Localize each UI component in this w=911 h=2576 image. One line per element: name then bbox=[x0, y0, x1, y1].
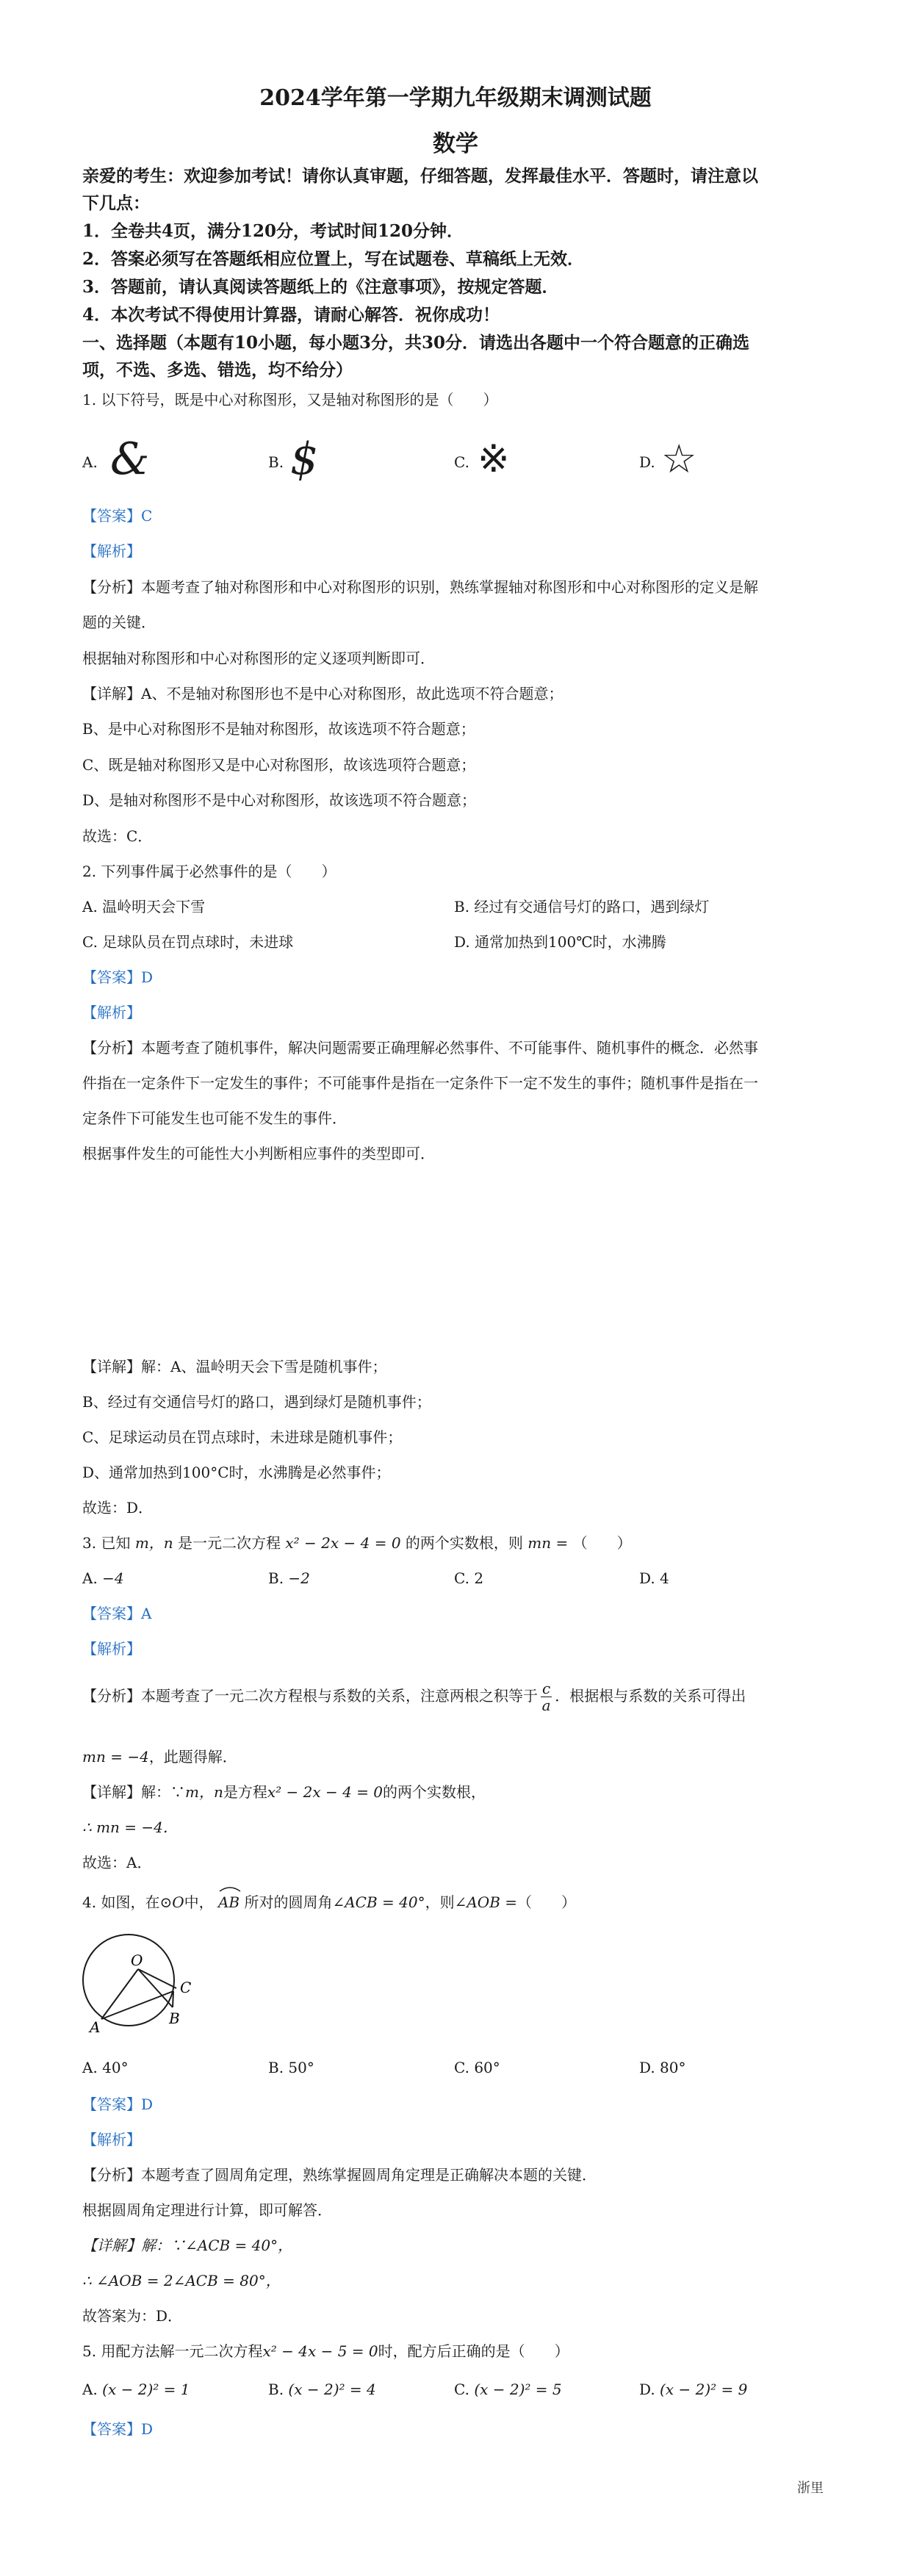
section-heading-cont: 项，不选、多选、错选，均不给分） bbox=[82, 360, 353, 380]
q1-option-b-label: B. bbox=[268, 453, 284, 471]
option-label: C. bbox=[454, 1569, 469, 1587]
q3-stem bbox=[82, 1533, 632, 1553]
q4-stem-mid: 中， bbox=[184, 1893, 214, 1911]
q5-stem-post: 时，配方后正确的是（ ） bbox=[378, 2342, 569, 2360]
option-value: −2 bbox=[288, 1569, 310, 1587]
option-label: A. bbox=[82, 2059, 98, 2076]
q3-stem-pre: 3. 已知 bbox=[82, 1534, 131, 1552]
option-value: (x − 2)² = 5 bbox=[474, 2381, 562, 2398]
q3-detail-equation: x² − 2x − 4 = 0 bbox=[267, 1783, 384, 1801]
option-value: 4 bbox=[660, 1569, 669, 1587]
footer-watermark: 浙里 bbox=[797, 2480, 824, 2496]
q3-product: mn = bbox=[527, 1534, 569, 1552]
q3-analysis-pre: 【分析】本题考查了一元二次方程根与系数的关系，注意两根之积等于 bbox=[82, 1687, 538, 1705]
q1-option-c-label: C. bbox=[454, 453, 469, 471]
q3-detail-line: ∴ mn = −4． bbox=[82, 1818, 178, 1836]
reference-mark-symbol: ※ bbox=[478, 437, 510, 481]
q3-equation: x² − 2x − 4 = 0 bbox=[285, 1534, 401, 1552]
label-b: B bbox=[169, 2010, 180, 2027]
q1-analysis-cont: 题的关键． bbox=[82, 614, 156, 631]
instructions-intro: 亲爱的考生：欢迎参加考试！请你认真审题，仔细答题，发挥最佳水平．答题时，请注意以 bbox=[82, 166, 758, 186]
q5-option-c bbox=[454, 2379, 562, 2400]
q3-detail-mid: 是方程 bbox=[223, 1783, 267, 1801]
q5-answer: 【答案】D bbox=[82, 2420, 154, 2438]
option-value: (x − 2)² = 4 bbox=[288, 2381, 376, 2398]
q1-detail-line: D、是轴对称图形不是中心对称图形，故该选项不符合题意； bbox=[82, 791, 477, 809]
q2-detail-line: D、通常加热到100°C时，水沸腾是必然事件； bbox=[82, 1464, 391, 1481]
q4-stem-post: 所对的圆周角 bbox=[244, 1893, 333, 1911]
instruction-item: 1．全卷共4页，满分120分，考试时间120分钟． bbox=[82, 221, 464, 241]
q5-option-d bbox=[639, 2379, 747, 2400]
q3-analysis-post: ．根据根与系数的关系可得出 bbox=[555, 1687, 746, 1705]
q3-option-b bbox=[268, 1568, 310, 1589]
ampersand-symbol: & bbox=[110, 433, 150, 485]
q4-option-c bbox=[454, 2057, 500, 2078]
option-label: A. bbox=[82, 1569, 98, 1587]
option-label: D. bbox=[639, 1569, 655, 1587]
arc-label: AB bbox=[217, 1893, 240, 1911]
q2-detail-line: 故选：D． bbox=[82, 1499, 154, 1517]
q4-detail-line: 【详解】解：∵∠ACB = 40°， bbox=[82, 2237, 293, 2254]
q2-analysis: 【分析】本题考查了随机事件，解决问题需要正确理解必然事件、不可能事件、随机事件的概念．必然事 bbox=[82, 1039, 758, 1057]
star-symbol: ☆ bbox=[661, 436, 697, 482]
q5-option-a bbox=[82, 2379, 190, 2400]
q1-detail-line: 【详解】A、不是轴对称图形也不是中心对称图形，故此选项不符合题意； bbox=[82, 685, 563, 702]
q4-stem-pre: 4. 如图，在⊙ bbox=[82, 1893, 173, 1911]
q4-analysis-method: 根据圆周角定理进行计算，即可解答． bbox=[82, 2201, 332, 2219]
q4-stem bbox=[82, 1888, 576, 1913]
q2-answer: 【答案】D bbox=[82, 968, 154, 986]
q2-analysis-method: 根据事件发生的可能性大小判断相应事件的类型即可． bbox=[82, 1145, 435, 1162]
q1-option-a-label: A. bbox=[82, 453, 98, 471]
instruction-item: 3．答题前，请认真阅读答题纸上的《注意事项》，按规定答题． bbox=[82, 277, 559, 297]
q3-option-c bbox=[454, 1568, 483, 1589]
q4-jiexi: 【解析】 bbox=[82, 2131, 141, 2148]
circle-figure bbox=[73, 1925, 235, 2043]
q3-detail-line: 故选：A． bbox=[82, 1854, 152, 1871]
q3-answer: 【答案】A bbox=[82, 1605, 152, 1622]
q2-option: A. 温岭明天会下雪 bbox=[82, 898, 206, 915]
q5-stem-pre: 5. 用配方法解一元二次方程 bbox=[82, 2342, 263, 2360]
q5-stem bbox=[82, 2341, 569, 2361]
option-value: 60° bbox=[474, 2059, 500, 2076]
q3-option-d bbox=[639, 1568, 669, 1589]
option-label: D. bbox=[639, 2381, 655, 2398]
q2-analysis-cont: 定条件下可能发生也可能不发生的事件． bbox=[82, 1109, 347, 1127]
option-value: 80° bbox=[660, 2059, 686, 2076]
q4-analysis: 【分析】本题考查了圆周角定理，熟练掌握圆周角定理是正确解决本题的关键． bbox=[82, 2166, 597, 2184]
q3-roots: m，n bbox=[134, 1534, 173, 1552]
section-heading: 一、选择题（本题有10小题，每小题3分，共30分．请选出各题中一个符合题意的正确选 bbox=[82, 333, 750, 353]
q3-jiexi: 【解析】 bbox=[82, 1640, 141, 1658]
q4-stem-post2: ，则 bbox=[425, 1893, 455, 1911]
option-label: B. bbox=[268, 1569, 284, 1587]
label-a: A bbox=[90, 2018, 101, 2036]
fraction-denominator: a bbox=[541, 1697, 551, 1714]
option-value: (x − 2)² = 9 bbox=[660, 2381, 748, 2398]
q3-detail-pre: 【详解】解：∵ bbox=[82, 1783, 185, 1801]
q2-option: B. 经过有交通信号灯的路口，遇到绿灯 bbox=[454, 898, 710, 915]
page-title: 2024学年第一学期九年级期末调测试题 bbox=[259, 85, 652, 111]
q4-option-b bbox=[268, 2057, 314, 2078]
q4-answer: 【答案】D bbox=[82, 2095, 154, 2113]
q3-stem-end: （ ） bbox=[572, 1534, 632, 1552]
option-value: 50° bbox=[288, 2059, 314, 2076]
q3-stem-mid: 是一元二次方程 bbox=[178, 1534, 281, 1552]
q2-analysis-cont: 件指在一定条件下一定发生的事件；不可能事件是指在一定条件下一定不发生的事件；随机事件是指在一 bbox=[82, 1074, 758, 1092]
q1-analysis-method: 根据轴对称图形和中心对称图形的定义逐项判断即可． bbox=[82, 650, 435, 667]
arc-ab bbox=[218, 1888, 240, 1913]
q1-detail-line: C、既是轴对称图形又是中心对称图形，故该选项符合题意； bbox=[82, 756, 476, 774]
segment-ob2 bbox=[138, 1969, 173, 2007]
q1-stem: 1. 以下符号，既是中心对称图形，又是轴对称图形的是（ ） bbox=[82, 391, 498, 409]
q5-equation: x² − 4x − 5 = 0 bbox=[262, 2342, 378, 2360]
q3-analysis-cont bbox=[82, 1746, 237, 1767]
q2-detail-line: B、经过有交通信号灯的路口，遇到绿灯是随机事件； bbox=[82, 1393, 431, 1411]
option-label: A. bbox=[82, 2381, 98, 2398]
option-label: C. bbox=[454, 2381, 469, 2398]
instruction-item: 2．答案必须写在答题纸相应位置上，写在试题卷、草稿纸上无效． bbox=[82, 249, 585, 269]
q4-angle: ∠ACB = 40° bbox=[332, 1893, 425, 1911]
q3-option-a bbox=[82, 1568, 124, 1589]
q4-option-d bbox=[639, 2057, 686, 2078]
q2-detail-line: C、足球运动员在罚点球时，未进球是随机事件； bbox=[82, 1428, 403, 1446]
q1-answer: 【答案】C bbox=[82, 507, 153, 525]
q4-option-a bbox=[82, 2057, 129, 2078]
q1-option-d-label: D. bbox=[639, 453, 655, 471]
c-over-a-fraction bbox=[541, 1680, 552, 1713]
q5-option-b bbox=[268, 2379, 376, 2400]
q4-ask: ∠AOB = bbox=[454, 1893, 518, 1911]
option-label: B. bbox=[268, 2059, 284, 2076]
option-value: −4 bbox=[102, 1569, 124, 1587]
option-label: B. bbox=[268, 2381, 284, 2398]
q1-detail-line: B、是中心对称图形不是轴对称图形，故该选项不符合题意； bbox=[82, 720, 475, 738]
q4-detail-line: 故答案为：D． bbox=[82, 2307, 183, 2325]
instruction-item: 4．本次考试不得使用计算器，请耐心解答．祝你成功！ bbox=[82, 305, 500, 325]
option-label: D. bbox=[639, 2059, 655, 2076]
label-o: O bbox=[131, 1951, 143, 1969]
q2-jiexi: 【解析】 bbox=[82, 1004, 141, 1021]
q1-jiexi: 【解析】 bbox=[82, 542, 141, 560]
q1-analysis: 【分析】本题考查了轴对称图形和中心对称图形的识别，熟练掌握轴对称图形和中心对称图形的定义是解 bbox=[82, 578, 758, 596]
q3-analysis-end: ，此题得解． bbox=[148, 1748, 237, 1766]
subject-title: 数学 bbox=[433, 131, 478, 157]
q3-detail-line bbox=[82, 1782, 486, 1802]
option-value: 40° bbox=[102, 2059, 129, 2076]
q2-option: C. 足球队员在罚点球时，未进球 bbox=[82, 933, 294, 951]
arc-icon bbox=[218, 1885, 242, 1892]
option-value: 2 bbox=[474, 1569, 484, 1587]
q4-circle-label: O bbox=[172, 1893, 184, 1911]
q3-detail-post: 的两个实数根， bbox=[383, 1783, 486, 1801]
instructions-intro-cont: 下几点： bbox=[82, 193, 150, 213]
label-c: C bbox=[180, 1979, 192, 1996]
q3-stem-post: 的两个实数根，则 bbox=[405, 1534, 523, 1552]
q3-result-expr: mn = −4 bbox=[82, 1748, 149, 1766]
q4-detail-line: ∴ ∠AOB = 2∠ACB = 80°， bbox=[82, 2272, 281, 2289]
option-label: C. bbox=[454, 2059, 469, 2076]
fraction-numerator: c bbox=[542, 1680, 551, 1697]
q3-detail-roots: m，n bbox=[185, 1783, 223, 1801]
dollar-symbol: $ bbox=[290, 433, 319, 485]
option-value: (x − 2)² = 1 bbox=[102, 2381, 190, 2398]
segment-ob bbox=[138, 1969, 176, 1988]
q1-detail-line: 故选：C． bbox=[82, 827, 153, 845]
q3-analysis bbox=[82, 1677, 746, 1714]
q2-detail-line: 【详解】解：A、温岭明天会下雪是随机事件； bbox=[82, 1358, 387, 1375]
q2-stem: 2. 下列事件属于必然事件的是（ ） bbox=[82, 863, 336, 880]
q2-option: D. 通常加热到100℃时，水沸腾 bbox=[454, 933, 666, 951]
q4-stem-end: （ ） bbox=[517, 1893, 577, 1911]
